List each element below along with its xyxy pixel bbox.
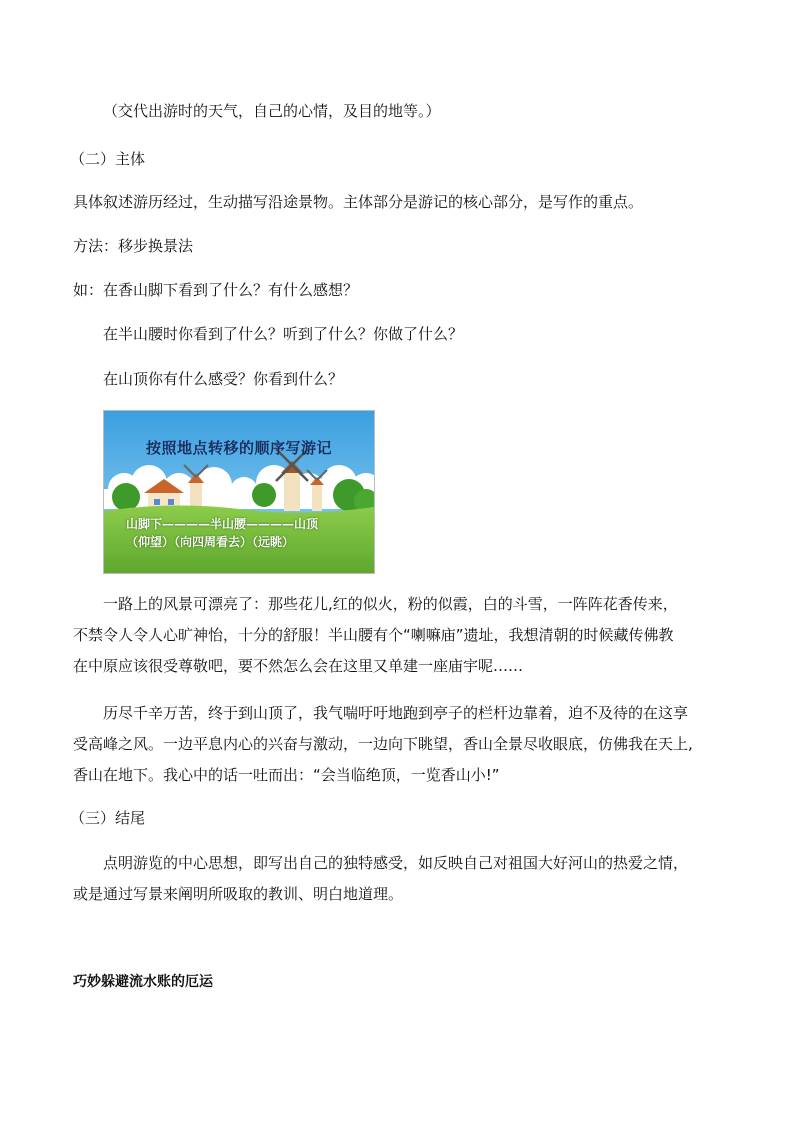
section2-description: 具体叙述游历经过，生动描写沿途景物。主体部分是游记的核心部分，是写作的重点。	[73, 193, 644, 211]
example-line-1: 如：在香山脚下看到了什么？有什么感想？	[73, 281, 359, 299]
paragraph2-line3: 香山在地下。我心中的话一吐而出：“会当临绝顶，一览香山小!”	[73, 766, 500, 784]
example-line-3: 在山顶你有什么感受？你看到什么？	[103, 370, 344, 388]
paragraph2-line1: 历尽千辛万苦，终于到山顶了，我气喘吁吁地跑到亭子的栏杆边靠着，迫不及待的在这享	[103, 704, 689, 722]
method-line: 方法：移步换景法	[73, 237, 194, 255]
section3-title: （三）结尾	[70, 809, 146, 827]
view-label: （仰望）（向四周看去）（远眺）	[126, 535, 295, 549]
section2-title: （二）主体	[70, 150, 146, 168]
route-label: 山脚下————半山腰————山顶	[126, 517, 319, 531]
route-illustration	[103, 410, 375, 574]
paragraph1-line3: 在中原应该很受尊敬吧，要不然怎么会在这里又单建一座庙宇呢……	[73, 657, 524, 675]
bottom-heading: 巧妙躲避流水账的厄运	[73, 974, 213, 990]
illustration-title: 按照地点转移的顺序写游记	[145, 439, 332, 457]
paragraph1-line2: 不禁令人令人心旷神怡，十分的舒服！半山腰有个“喇嘛庙”遗址，我想清朝的时候藏传佛教	[73, 626, 674, 644]
paragraph3-line2: 或是通过写景来阐明所吸取的教训、明白地道理。	[73, 885, 404, 903]
example-line-2: 在半山腰时你看到了什么？听到了什么？你做了什么？	[103, 325, 464, 343]
paragraph2-line2: 受高峰之风。一边平息内心的兴奋与激动，一边向下眺望，香山全景尽收眼底，仿佛我在天上,	[73, 735, 693, 753]
paragraph3-line1: 点明游览的中心思想，即写出自己的独特感受，如反映自己对祖国大好河山的热爱之情，	[103, 854, 689, 872]
paragraph1-line1: 一路上的风景可漂亮了：那些花儿,红的似火，粉的似霞，白的斗雪，一阵阵花香传来，	[103, 595, 678, 613]
intro-note: （交代出游时的天气，自己的心情，及目的地等。）	[103, 102, 441, 120]
